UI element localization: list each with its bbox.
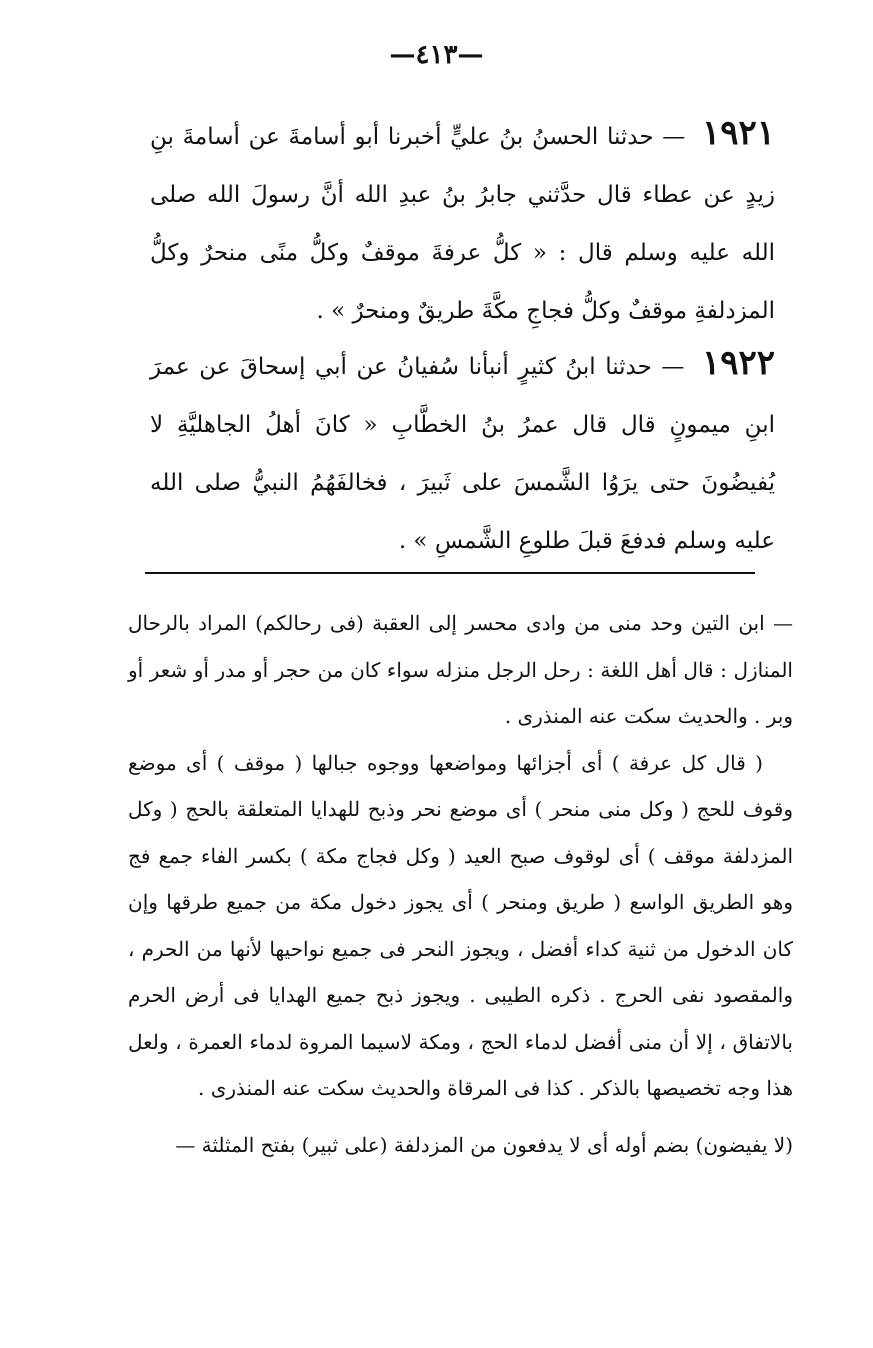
commentary-footnotes [128, 600, 793, 1168]
hadith-text: — حدثنا ابنُ كثيرٍ أنبأنا سُفيانُ عن أبي إسحاقَ عن عمرَ ابنِ ميمونٍ قال قال عمرُ بنُ الخطَّابِ « كانَ أهلُ الجاهليَّةِ لا يُفيضُونَ حتى يرَوُا الشَّمسَ على ثَبيرَ ، فخالفَهُمُ النبيُّ صلى الله عليه وسلم فدفعَ قبلَ طلوعِ الشَّمسِ » . [150, 354, 775, 554]
hadith-1921 [150, 104, 775, 340]
hadith-1922 [150, 334, 775, 570]
hadith-number: ١٩٢٢ [701, 343, 776, 383]
commentary-paragraph: ( قال كل عرفة ) أى أجزائها ومواضعها ووجوه جبالها ( موقف ) أى موضع وقوف للحج ( وكل منى منحر ) أى موضع نحر وذبح للهدايا المتعلقة بالحج ( وكل المزدلفة موقف ) أى لوقوف صبح العيد ( وكل فجاج مكة ) بكسر الفاء جمع فج وهو الطريق الواسع ( طريق ومنحر ) أى يجوز دخول مكة من جميع طرقها وإن كان الدخول من ثنية كداء أفضل ، ويجوز النحر فى جميع نواحيها لأنها من الحرم ، والمقصود نفى الحرج . ذكره الطيبى . ويجوز ذبح جميع الهدايا فى أرض الحرم بالاتفاق ، إلا أن منى أفضل لدماء الحج ، ومكة لاسيما المروة لدماء العمرة ، ولعل هذا وجه تخصيصها بالذكر . كذا فى المرقاة والحديث سكت عنه المنذرى . [128, 750, 793, 1100]
commentary-paragraph: — ابن التين وحد منى من وادى محسر إلى العقبة (فى رحالكم) المراد بالرحال المنازل : قال أهل اللغة : رحل الرجل منزله سواء كان من حجر أو مدر أو شعر أو وبر . والحديث سكت عنه المنذرى . [128, 611, 793, 728]
hadith-text: — حدثنا الحسنُ بنُ عليٍّ أخبرنا أبو أسامةَ عن أسامةَ بنِ زيدٍ عن عطاء قال حدَّثني جابرُ بنُ عبدِ الله أنَّ رسولَ الله صلى الله عليه وسلم قال : « كلُّ عرفةَ موقفٌ وكلُّ منًى منحرٌ وكلُّ المزدلفةِ موقفٌ وكلُّ فجاجِ مكَّةَ طريقٌ ومنحرٌ » . [150, 124, 775, 324]
hadith-number: ١٩٢١ [701, 113, 775, 153]
commentary-paragraph: (لا يفيضون) بضم أوله أى لا يدفعون من المزدلفة (على ثبير) بفتح المثلثة — [175, 1132, 793, 1157]
page-number: —٤١٣— [389, 40, 484, 70]
footnote-divider [145, 572, 755, 574]
